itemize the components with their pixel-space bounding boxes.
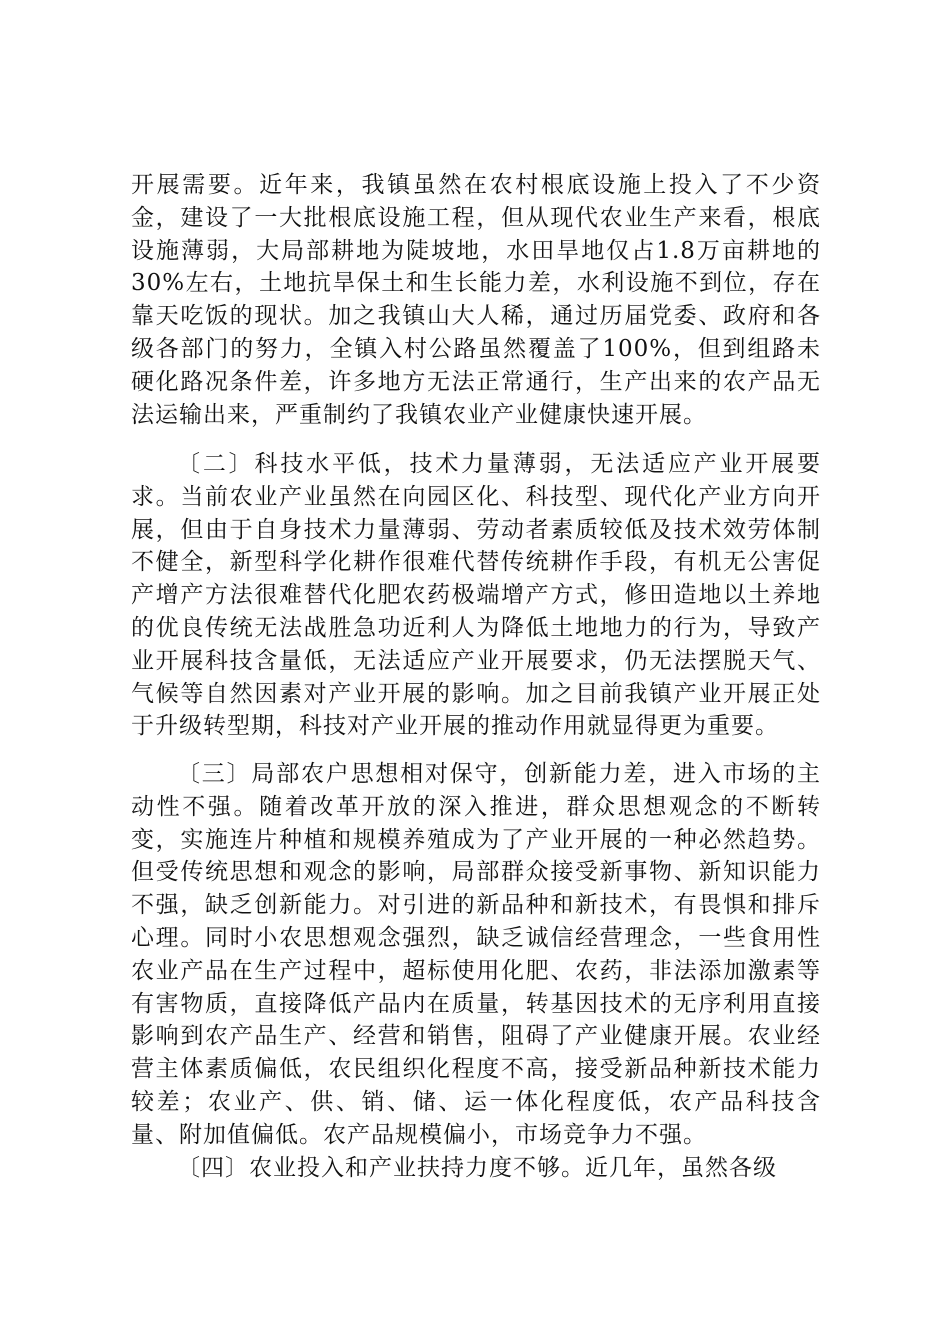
paragraph-text: 〔二〕科技水平低，技术力量薄弱，无法适应产业开展要求。当前农业产业虽然在向园区化、科技型、现代化产业方向开展，但由于自身技术力量薄弱、劳动者素质较低及技术效劳体制不健全，新型科学化耕作很难代替传统耕作手段，有机无公害促产增产方法很难替代化肥农药极端增产方式，修田造地以土养地的优良传统无法战胜急功近利人为降低土地地力的行为，导致产业开展科技含量低，无法适应产业开展要求，仍无法摆脱天气、气候等自然因素对产业开展的影响。加之目前我镇产业开展正处于升级转型期，科技对产业开展的推动作用就显得更为重要。 <box>131 451 821 740</box>
paragraph-infrastructure <box>131 169 821 431</box>
paragraph-text: 开展需要。近年来，我镇虽然在农村根底设施上投入了不少资金，建设了一大批根底设施工程，但从现代农业生产来看，根底设施薄弱，大局部耕地为陡坡地，水田旱地仅占1.8万亩耕地的30%左右，土地抗旱保土和生长能力差，水利设施不到位，存在靠天吃饭的现状。加之我镇山大人稀，通过历届党委、政府和各级各部门的努力，全镇入村公路虽然覆盖了100%，但到组路未硬化路况条件差，许多地方无法正常通行，生产出来的农产品无法运输出来，严重制约了我镇农业产业健康快速开展。 <box>131 172 821 428</box>
paragraph-text: 〔三〕局部农户思想相对保守，创新能力差，进入市场的主动性不强。随着改革开放的深入推进，群众思想观念的不断转变，实施连片种植和规模养殖成为了产业开展的一种必然趋势。但受传统思想和观念的影响，局部群众接受新事物、新知识能力不强，缺乏创新能力。对引进的新品种和新技术，有畏惧和排斥心理。同时小农思想观念强烈，缺乏诚信经营理念，一些食用性农业产品在生产过程中，超标使用化肥、农药，非法添加激素等有害物质，直接降低产品内在质量，转基因技术的无序利用直接影响到农产品生产、经营和销售，阻碍了产业健康开展。农业经营主体素质偏低，农民组织化程度不高，接受新品种新技术能力较差；农业产、供、销、储、运一体化程度低，农产品科技含量、附加值偏低。农产品规模偏小，市场竞争力不强。 <box>131 761 821 1148</box>
paragraph-investment <box>131 1152 821 1185</box>
paragraph-technology <box>131 448 821 743</box>
paragraph-text: 〔四〕农业投入和产业扶持力度不够。近几年，虽然各级 <box>177 1155 777 1181</box>
paragraph-farmers-mindset <box>131 758 821 1152</box>
